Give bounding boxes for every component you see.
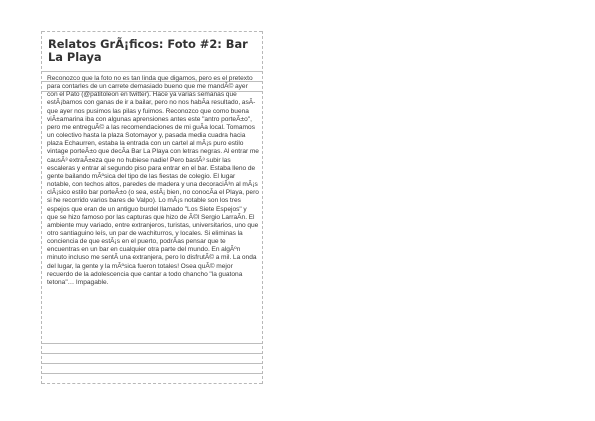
page-bottom-dashed-border bbox=[42, 383, 262, 384]
post-title: Relatos GrÃ¡ficos: Foto #2: Bar La Playa bbox=[48, 37, 248, 64]
document-page bbox=[41, 31, 263, 384]
ruled-line bbox=[42, 343, 262, 344]
page-top-dashed-border bbox=[42, 31, 262, 32]
post-body: Reconozco que la foto no es tan linda que digamos, pero es el pretexto para contarles de un carrete demasiado bueno que me mandÃ© ayer con el Pato (@patitoleon en twitter). Hace ya varias semanas que estÃ¡bamos con ganas de ir a bailar, pero no nos habÃa resultado, asÃ que ayer nos pusimos las pilas y fuimos. Reconozco que como buena viÃ±amarina iba con algunas aprensiones antes este "antro porteÃ±o", pero me entreguÃ© a las recomendaciones de mi guÃa local. Tomamos un colectivo hasta la plaza Sotomayor y, pasada media cuadra hacia plaza Echaurren, estaba la entrada con un cartel al mÃ¡s puro estilo vintage porteÃ±o que decÃa Bar La Playa con letras negras. Al entrar me causÃ³ extraÃ±eza que no hubiese nadie! Pero bastÃ³ subir las escaleras y entrar al segundo piso para entrar en el bar. Estaba lleno de gente bailando mÃºsica del tipo de las fiestas de colegio. El lugar notable, con techos altos, paredes de madera y una decoraciÃ³n al mÃ¡s clÃ¡sico estilo bar porteÃ±o (o sea, estÃ¡ bien, no conocÃa el Playa, pero si he recorrido varios bares de Valpo). Lo mÃ¡s notable son los tres espejos que eran de un antiguo burdel llamado "Los Siete Espejos" y que se hizo famoso por las capturas que hizo de Ã©l Sergio LarraÃn. El ambiente muy variado, entre extranjeros, turistas, universitarios, uno que otro santiaguino leís, un par de wachiturros, y locales. Si eliminas la conciencia de que estÃ¡s en el puerto, podrÃas pensar que te encuentras en un bar en cualquier otra parte del mundo. En algÃºn minuto incluso me sentÃ una extranjera, pero lo disfrutÃ© a mil. La onda del lugar, la gente y la mÃºsica fueron totales! Osea quÃ© mejor recuerdo de la adolescencia que cantar a todo chancho "la guatona tetona"… Impagable. bbox=[47, 75, 259, 286]
ruled-line bbox=[42, 353, 262, 354]
ruled-line bbox=[42, 373, 262, 374]
ruled-line bbox=[42, 71, 262, 72]
ruled-line bbox=[42, 363, 262, 364]
